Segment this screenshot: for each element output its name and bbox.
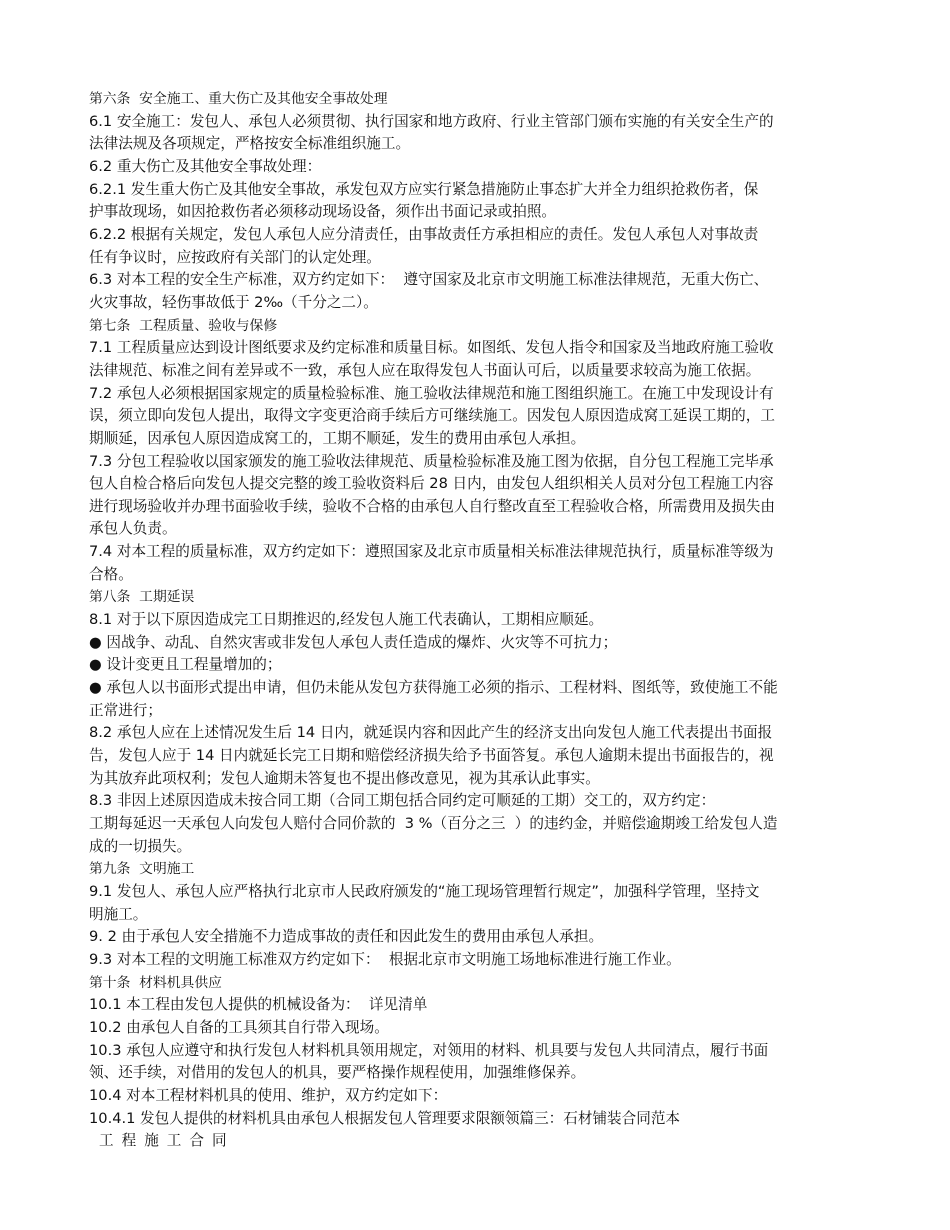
clause-8-3-cont-1: 工期每延迟一天承包人向发包人赔付合同价款的 3 %（百分之三 ）的违约金，并赔偿逾期竣工给发包人造 (89, 815, 778, 832)
clause-7-2-cont-1: 误，须立即向发包人提出，取得文字变更洽商手续后方可继续施工。因发包人原因造成窝工延误工期的，工 (89, 407, 775, 425)
clause-6-2-1-cont: 护事故现场，如因抢救伤者必须移动现场设备，须作出书面记录或拍照。 (89, 203, 557, 221)
clause-7-3-cont-1: 包人自检合格后向发包人提交完整的竣工验收资料后 28 日内，由发包人组织相关人员对分包工程施工内容 (89, 475, 774, 493)
clause-10-3-cont: 领、还手续，对借用的发包人的机具，要严格操作规程使用，加强维修保养。 (89, 1064, 586, 1082)
section-heading-8: 第八条 工期延误 (89, 589, 195, 606)
section-heading-7: 第七条 工程质量、验收与保修 (89, 317, 278, 334)
clause-6-3-cont: 火灾事故，轻伤事故低于 2‰（千分之二）。 (89, 293, 378, 311)
clause-8-2-cont-1: 告，发包人应于 14 日内就延长完工日期和赔偿经济损失给予书面答复。承包人逾期未提出书面报告的，视 (89, 747, 774, 765)
clause-8-1: 8.1 对于以下原因造成完工日期推迟的,经发包人施工代表确认，工期相应顺延。 (89, 611, 604, 629)
document-page (89, 88, 869, 1153)
clause-6-2-2: 6.2.2 根据有关规定，发包人承包人应分清责任，由事故责任方承担相应的责任。发包人承包人对事故责 (89, 225, 759, 243)
clause-7-3-cont-3: 承包人负责。 (89, 520, 177, 538)
section-heading-9: 第九条 文明施工 (89, 861, 195, 878)
clause-7-3: 7.3 分包工程验收以国家颁发的施工验收法律规范、质量检验标准及施工图为依据，自分包工程施工完毕承 (89, 452, 774, 470)
clause-8-3-cont-2: 成的一切损失。 (89, 837, 192, 855)
bullet-item-written-request: ● 承包人以书面形式提出申请，但仍未能从发包方获得施工必须的指示、工程材料、图纸等，致使施工不能 (89, 679, 778, 697)
clause-7-2: 7.2 承包人必须根据国家规定的质量检验标准、施工验收法律规范和施工图组织施工。在施工中发现设计有 (89, 384, 774, 402)
clause-10-4: 10.4 对本工程材料机具的使用、维护，双方约定如下： (89, 1086, 448, 1104)
clause-6-2-2-cont: 任有争议时，应按政府有关部门的认定处理。 (89, 248, 381, 266)
clause-9-3: 9.3 对本工程的文明施工标准双方约定如下： 根据北京市文明施工场地标准进行施工作业。 (89, 950, 681, 968)
clause-6-1: 6.1 安全施工：发包人、承包人必须贯彻、执行国家和地方政府、行业主管部门颁布实施的有关安全生产的 (89, 112, 774, 130)
bullet-item-design-change: ● 设计变更且工程量增加的； (89, 656, 282, 674)
clause-9-2: 9. 2 由于承包人安全措施不力造成事故的责任和因此发生的费用由承包人承担。 (89, 928, 604, 946)
bullet-item-written-request-cont: 正常进行； (89, 701, 162, 719)
section-heading-6: 第六条 安全施工、重大伤亡及其他安全事故处理 (89, 91, 388, 107)
clause-7-1-cont: 法律规范、标准之间有差异或不一致，承包人应在取得发包人书面认可后，以质量要求较高为施工依据。 (89, 361, 761, 379)
clause-9-1: 9.1 发包人、承包人应严格执行北京市人民政府颁发的“施工现场管理暂行规定”，加强科学管理，坚持文 (89, 882, 760, 900)
clause-10-1: 10.1 本工程由发包人提供的机械设备为： 详见清单 (89, 996, 428, 1014)
clause-8-3: 8.3 非因上述原因造成未按合同工期（合同工期包括合同约定可顺延的工期）交工的，双方约定： (89, 792, 716, 810)
clause-6-1-cont: 法律法规及各项规定，严格按安全标准组织施工。 (89, 135, 411, 153)
clause-7-4-cont: 合格。 (89, 565, 133, 583)
clause-7-4: 7.4 对本工程的质量标准，双方约定如下：遵照国家及北京市质量相关标准法律规范执行，质量标准等级为 (89, 543, 774, 561)
contract-title: 工程施工合同 (99, 1132, 235, 1150)
clause-8-2-cont-2: 为其放弃此项权利；发包人逾期未答复也不提出修改意见，视为其承认此事实。 (89, 769, 600, 787)
clause-7-3-cont-2: 进行现场验收并办理书面验收手续，验收不合格的由承包人自行整改直至工程验收合格，所需费用及损失由 (89, 497, 775, 515)
clause-10-4-1: 10.4.1 发包人提供的材料机具由承包人根据发包人管理要求限额领篇三：石材铺装合同范本 (89, 1109, 681, 1127)
clause-7-2-cont-2: 期顺延，因承包人原因造成窝工的，工期不顺延，发生的费用由承包人承担。 (89, 429, 586, 447)
clause-10-3: 10.3 承包人应遵守和执行发包人材料机具领用规定，对领用的材料、机具要与发包人共同清点，履行书面 (89, 1041, 769, 1059)
clause-9-1-cont: 明施工。 (89, 905, 148, 923)
clause-7-1: 7.1 工程质量应达到设计图纸要求及约定标准和质量目标。如图纸、发包人指令和国家及当地政府施工验收 (89, 339, 774, 357)
clause-8-2: 8.2 承包人应在上述情况发生后 14 日内，就延误内容和因此产生的经济支出向发包人施工代表提出书面报 (89, 724, 773, 742)
clause-10-2: 10.2 由承包人自备的工具须其自行带入现场。 (89, 1018, 389, 1036)
bullet-item-force-majeure: ● 因战争、动乱、自然灾害或非发包人承包人责任造成的爆炸、火灾等不可抗力； (89, 633, 618, 651)
clause-6-2-1: 6.2.1 发生重大伤亡及其他安全事故，承发包双方应实行紧急措施防止事态扩大并全力组织抢救伤者，保 (89, 180, 759, 198)
clause-6-2: 6.2 重大伤亡及其他安全事故处理： (89, 157, 322, 175)
clause-6-3: 6.3 对本工程的安全生产标准，双方约定如下： 遵守国家及北京市文明施工标准法律规范，无重大伤亡、 (89, 271, 769, 289)
section-heading-10: 第十条 材料机具供应 (89, 974, 222, 991)
